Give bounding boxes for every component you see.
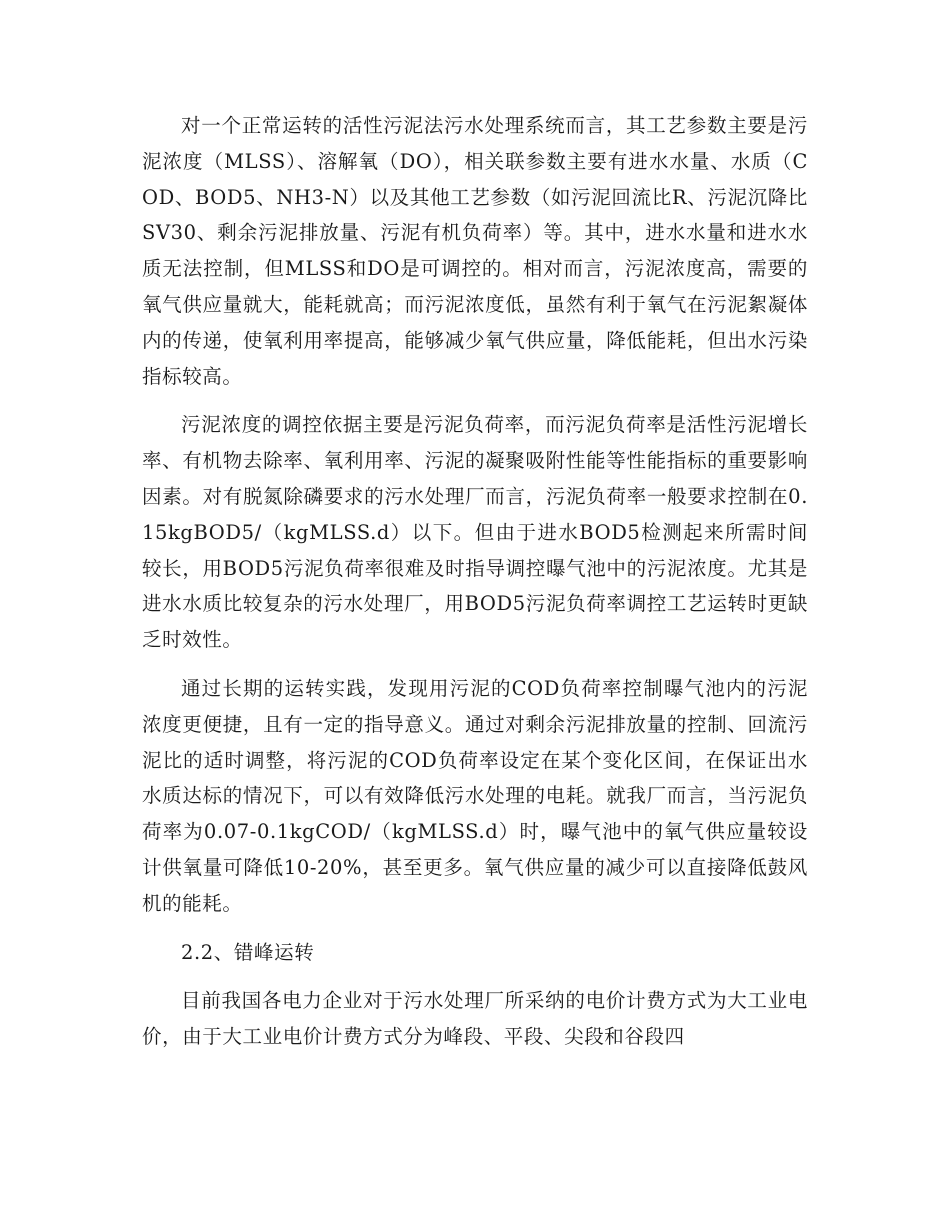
paragraph-process-parameters: 对一个正常运转的活性污泥法污水处理系统而言，其工艺参数主要是污泥浓度（MLSS）、溶解氧（DO），相关联参数主要有进水水量、水质（COD、BOD5、NH3-N）以及其他工艺参数（如污泥回流比R、污泥沉降比SV30、剩余污泥排放量、污泥有机负荷率）等。其中，进水水量和进水水质无法控制，但MLSS和DO是可调控的。相对而言，污泥浓度高，需要的氧气供应量就大，能耗就高；而污泥浓度低，虽然有利于氧气在污泥絮凝体内的传递，使氧利用率提高，能够减少氧气供应量，降低能耗，但出水污染指标较高。 <box>142 114 808 388</box>
paragraph-cod-load-rate: 通过长期的运转实践，发现用污泥的COD负荷率控制曝气池内的污泥浓度更便捷，且有一定的指导意义。通过对剩余污泥排放量的控制、回流污泥比的适时调整，将污泥的COD负荷率设定在某个变化区间，在保证出水水质达标的情况下，可以有效降低污水处理的电耗。就我厂而言，当污泥负荷率为0.07-0.1kgCOD/（kgMLSS.d）时，曝气池中的氧气供应量较设计供氧量可降低10-20%，甚至更多。氧气供应量的减少可以直接降低鼓风机的能耗。 <box>142 676 808 915</box>
document-body <box>142 108 808 1068</box>
section-heading: 2.2、错峰运转 <box>181 940 315 964</box>
paragraph-peak-shifting: 目前我国各电力企业对于污水处理厂所采纳的电价计费方式为大工业电价，由于大工业电价计费方式分为峰段、平段、尖段和谷段四 <box>142 989 808 1049</box>
paragraph-sludge-load-rate: 污泥浓度的调控依据主要是污泥负荷率，而污泥负荷率是活性污泥增长率、有机物去除率、氧利用率、污泥的凝聚吸附性能等性能指标的重要影响因素。对有脱氮除磷要求的污水处理厂而言，污泥负荷率一般要求控制在0.15kgBOD5/（kgMLSS.d）以下。但由于进水BOD5检测起来所需时间较长，用BOD5污泥负荷率很难及时指导调控曝气池中的污泥浓度。尤其是进水水质比较复杂的污水处理厂，用BOD5污泥负荷率调控工艺运转时更缺乏时效性。 <box>142 413 808 652</box>
